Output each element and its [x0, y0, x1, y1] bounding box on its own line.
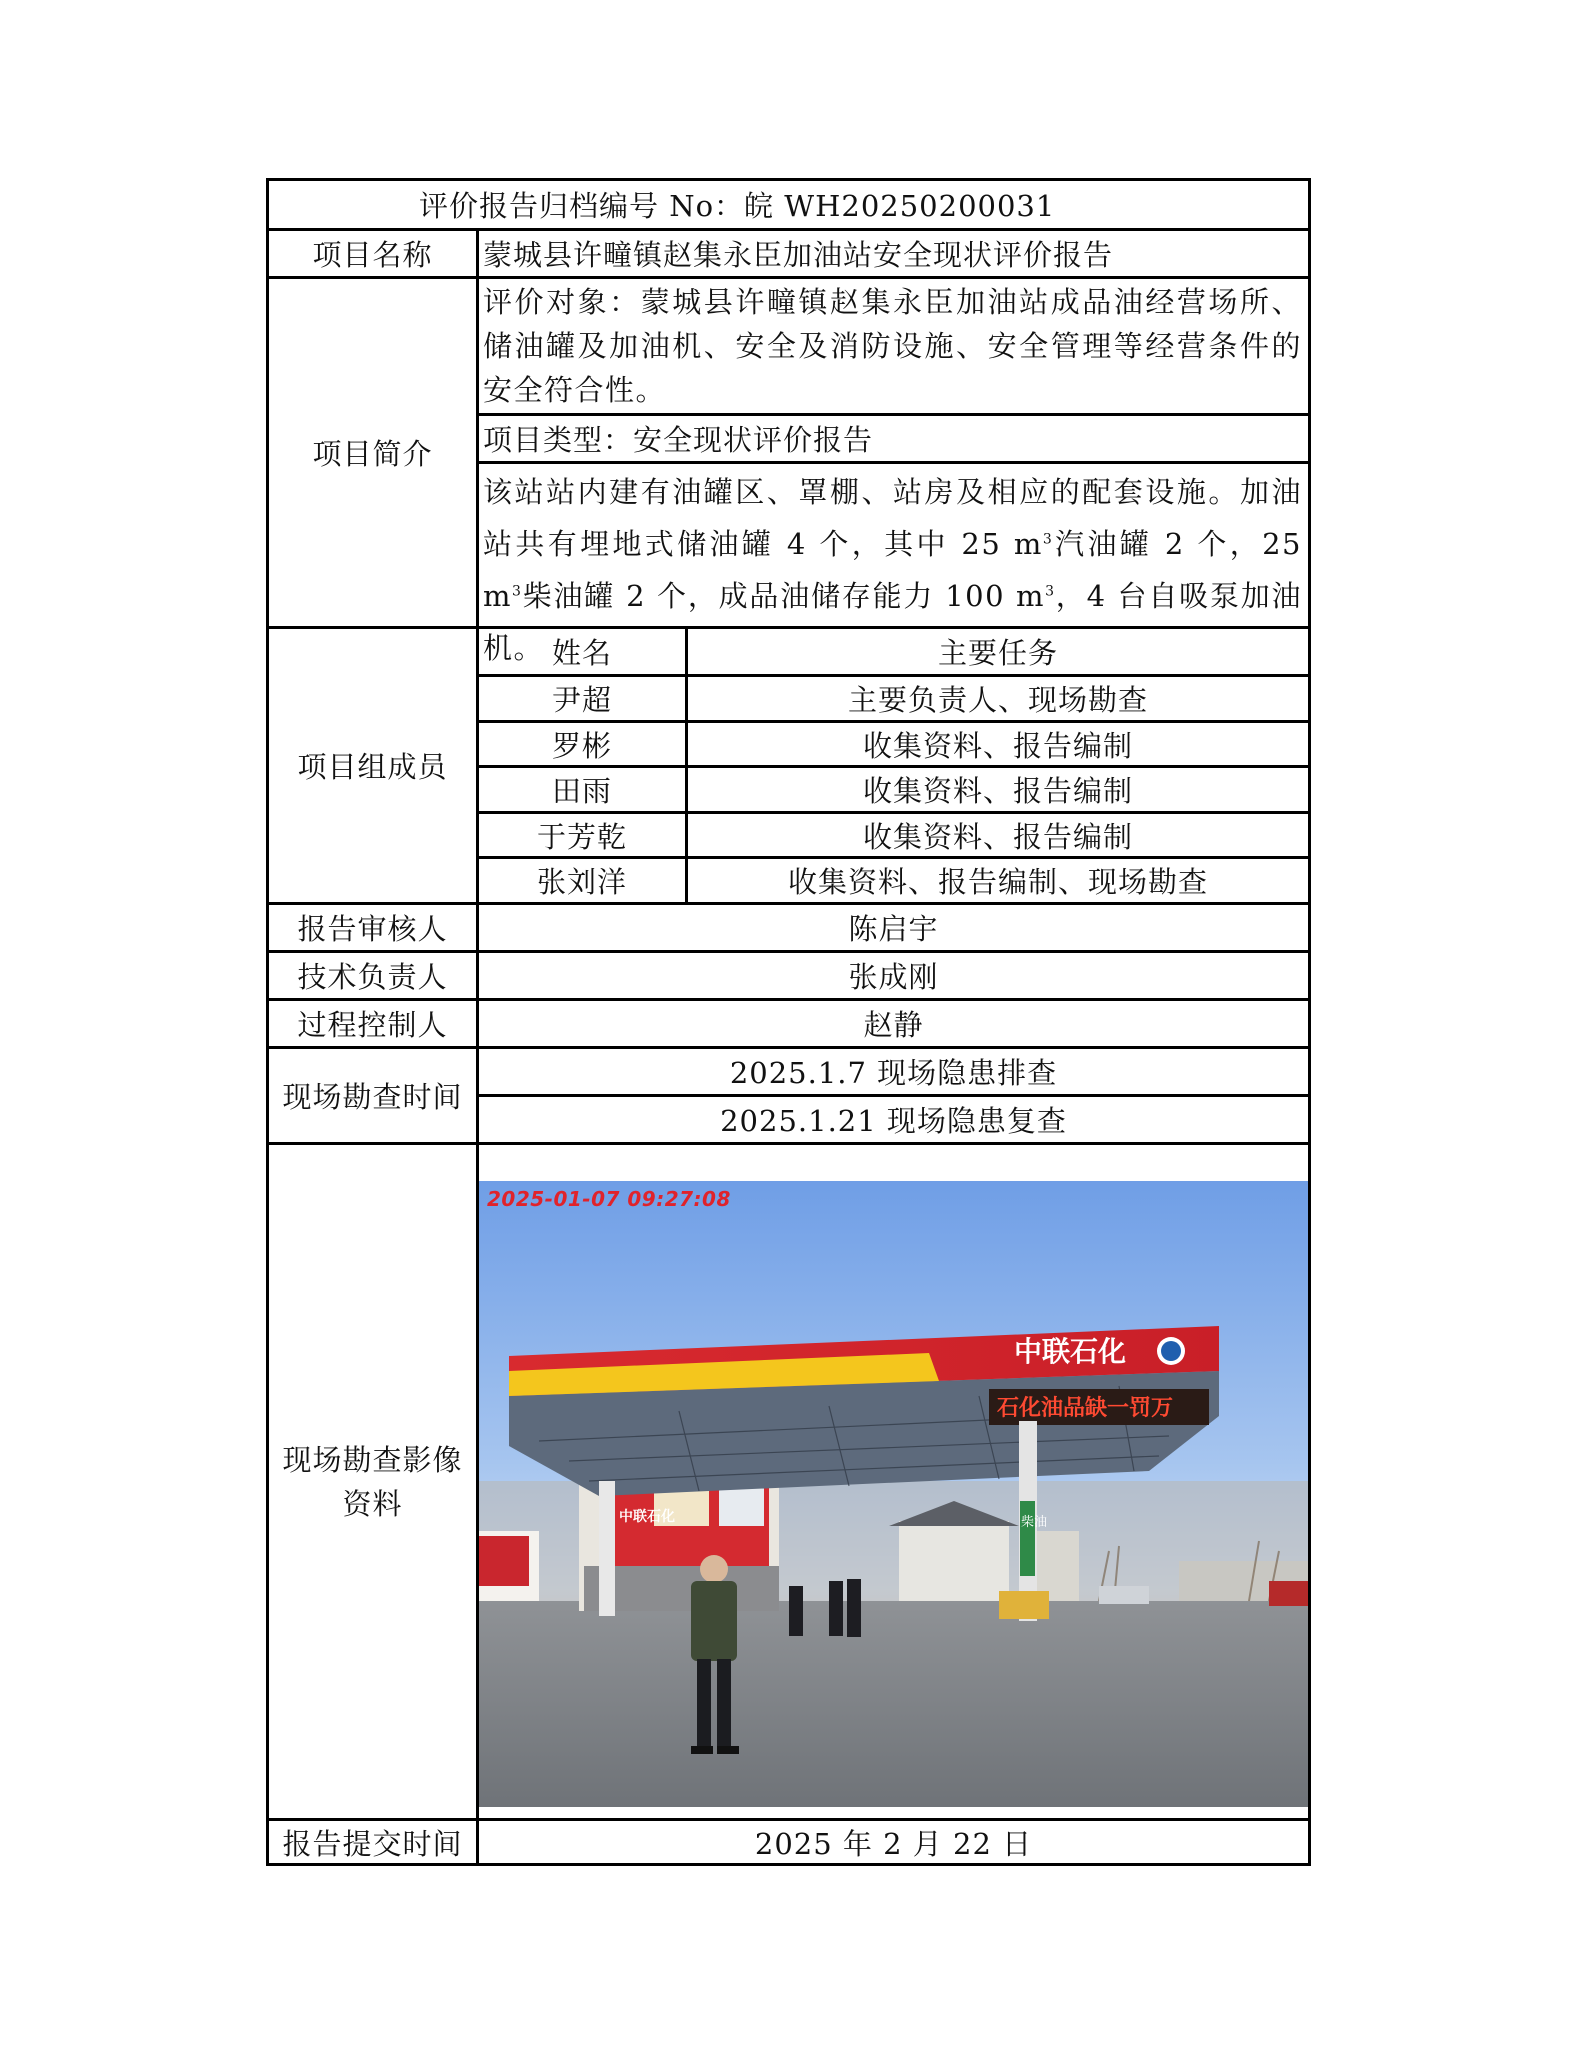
member-name: 田雨	[551, 774, 612, 808]
project-name-label: 项目名称	[312, 238, 433, 272]
pillar-sign-text: 柴油	[1021, 1515, 1048, 1530]
reviewer-value: 陈启宇	[848, 912, 939, 946]
survey-time-label: 现场勘查时间	[282, 1080, 463, 1114]
submit-time-label: 报告提交时间	[282, 1826, 463, 1861]
tech-lead-value: 张成刚	[848, 960, 939, 994]
members-label: 项目组成员	[297, 750, 448, 784]
tech-lead-label: 技术负责人	[297, 960, 448, 994]
project-name-value: 蒙城县许疃镇赵集永臣加油站安全现状评价报告	[483, 238, 1114, 272]
submit-time-value: 2025 年 2 月 22 日	[754, 1826, 1033, 1861]
station-description: 该站站内建有油罐区、罩棚、站房及相应的配套设施。加油站共有埋地式储油罐 4 个，其中 25 $m^3$汽油罐 2 个，25 $m^3$柴油罐 2 个，成品油储存能力 100 $m^3$，4 台自吸泵加油机。	[483, 475, 1302, 665]
member-name: 张刘洋	[536, 865, 627, 899]
process-control-label: 过程控制人	[297, 1008, 448, 1042]
evaluation-object: 评价对象：蒙城县许疃镇赵集永臣加油站成品油经营场所、储油罐及加油机、安全及消防设施、安全管理等经营条件的安全符合性。	[483, 285, 1302, 407]
member-name: 罗彬	[551, 728, 612, 763]
member-name: 于芳乾	[536, 819, 627, 854]
survey-time-second: 2025.1.21 现场隐患复查	[720, 1104, 1067, 1138]
member-name: 尹超	[551, 683, 612, 717]
report-info-table	[266, 178, 1311, 1866]
archive-number: 评价报告归档编号 No：皖 WH20250200031	[419, 189, 1056, 223]
survey-photo-label: 现场勘查影像 资料	[282, 1442, 463, 1521]
members-col-name: 姓名	[551, 636, 612, 670]
project-intro-label: 项目简介	[312, 437, 433, 471]
store-sign-text: 中联石化	[619, 1509, 675, 1525]
member-task: 收集资料、报告编制	[862, 728, 1133, 763]
member-task: 主要负责人、现场勘查	[847, 683, 1148, 717]
photo-timestamp: 2025-01-07 09:27:08	[487, 1187, 731, 1211]
reviewer-label: 报告审核人	[297, 912, 448, 946]
survey-time-first: 2025.1.7 现场隐患排查	[729, 1056, 1058, 1090]
member-task: 收集资料、报告编制	[862, 774, 1133, 808]
process-control-value: 赵静	[863, 1008, 924, 1042]
gas-station-photo	[479, 1181, 1308, 1807]
member-task: 收集资料、报告编制、现场勘查	[787, 865, 1208, 899]
led-sign-text: 石化油品缺一罚万	[997, 1396, 1174, 1421]
member-task: 收集资料、报告编制	[862, 819, 1133, 854]
project-type: 项目类型：安全现状评价报告	[483, 423, 874, 457]
members-col-task: 主要任务	[937, 636, 1058, 670]
canopy-brand-text: 中联石化	[1014, 1335, 1127, 1368]
